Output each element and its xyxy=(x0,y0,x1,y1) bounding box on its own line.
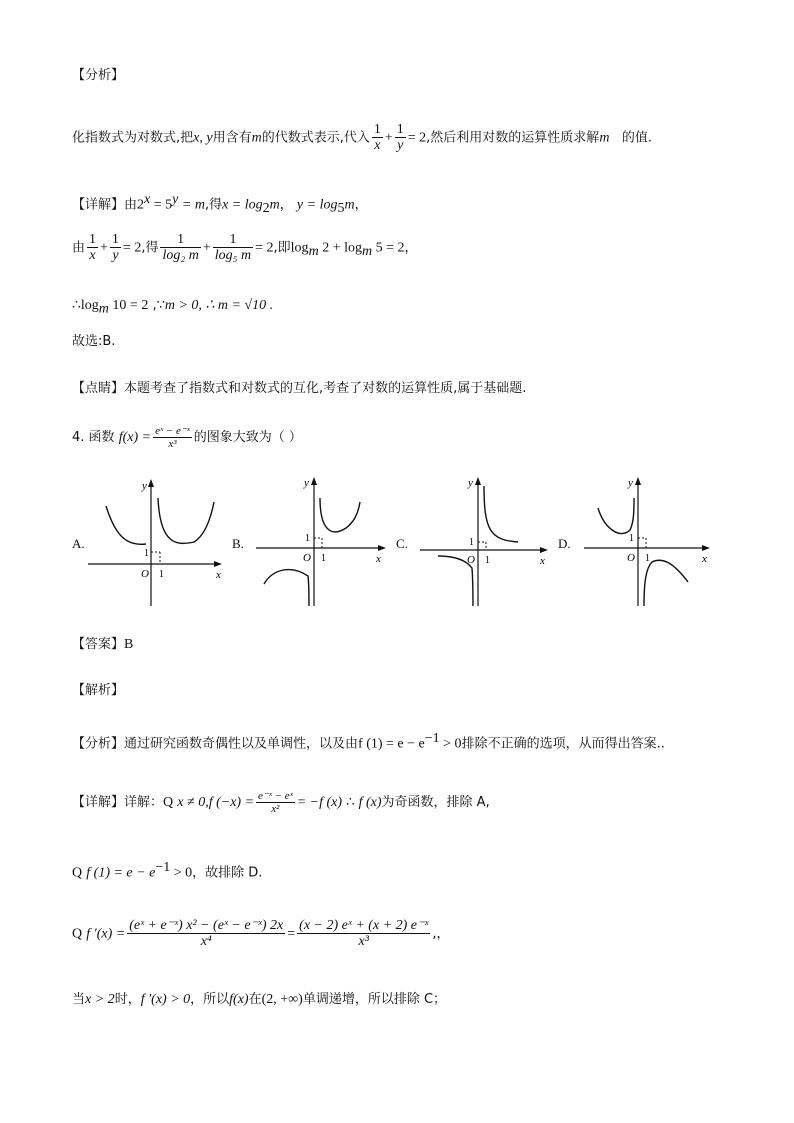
x-axis-arrow xyxy=(540,547,548,553)
x-label: x xyxy=(216,569,221,581)
y-label: y xyxy=(304,477,309,489)
origin-label: O xyxy=(467,554,475,566)
x-label: x xyxy=(540,555,545,567)
fraction-1-over-x: $\frac{1}{x}$ xyxy=(373,122,381,154)
origin-label: O xyxy=(141,568,149,580)
option-c-label: C. xyxy=(396,536,408,551)
y-axis-arrow xyxy=(148,479,154,487)
section-analysis-heading: 【分析】 xyxy=(72,68,125,83)
tick-y-1: 1 xyxy=(629,533,634,544)
comment-line: 【点睛】本题考查了指数式和对数式的互化,考查了对数的运算性质,属于基础题. xyxy=(72,381,527,396)
detail-line-3: $\therefore\log_m$ 10 = 2 ,∵m > 0, ∴ m = √10 . xyxy=(72,298,274,317)
curve-right xyxy=(158,498,214,543)
analysis-text: 化指数式为对数式,把x, y用含有m的代数式表示,代入 $\frac{1}{x}$ + $\frac{1}{y}$ = 2,然后利用对数的运算性质求解m 的值. xyxy=(72,122,652,154)
curve-right xyxy=(484,486,518,542)
tick-x-1: 1 xyxy=(321,553,326,564)
y-axis-arrow xyxy=(635,477,641,485)
detail-2-line-1: 【详解】详解：Q x ≠ 0,f (−x) = $\frac{\text{e⁻ˣ − eˣ}}{\text{x²}}$ = −f (x) ∴ f (x)为奇函数，排除 A, xyxy=(72,790,490,816)
tick-x-1: 1 xyxy=(485,555,490,566)
detail-2-line-4: 当x > 2时，f ′(x) > 0，所以f(x)在(2, +∞)单调递增，所以排除 C； xyxy=(72,992,447,1007)
x-axis-arrow xyxy=(378,545,386,551)
choose-b-text: 故选:B. xyxy=(72,334,116,349)
x-axis-arrow xyxy=(214,561,222,567)
graph-b xyxy=(256,472,392,608)
curve-right xyxy=(644,560,688,606)
x-label: x xyxy=(376,553,381,565)
graph-a xyxy=(88,472,228,608)
option-b-label: B. xyxy=(232,536,244,551)
question-4: 4. 函数 f(x) = $\frac{\text{eˣ − e⁻ˣ}}{\text{x³}}$ 的图象大致为（ ） xyxy=(72,425,302,451)
detail-2-line-3: Q f ′(x) = $\frac{\text{(eˣ + e⁻ˣ) x² − (eˣ − e⁻ˣ) 2x}}{\text{x⁴}}$ = $\frac{\text{(x − 2) eˣ + (x + 2) e⁻ˣ}}{\text{x³}}$ ,， xyxy=(72,918,450,950)
graph-c xyxy=(420,472,556,608)
detail-line-2: 由 $\frac{1}{x}$ + $\frac{1}{y}$ = 2,得 $\frac{1}{\text{log₂ m}}$ + $\frac{1}{\text{log₅ m}}$ = 2,即$\log_m 2 + \log_m 5 = 2$， xyxy=(72,232,418,264)
tick-x-1: 1 xyxy=(159,569,164,580)
curve-left xyxy=(598,498,634,534)
answer-line: 【答案】B xyxy=(72,637,134,652)
detail-2-line-2: Q f $(1) = e - e^{-1} > 0$，故排除 D. xyxy=(72,860,263,881)
tick-y-1: 1 xyxy=(144,548,149,559)
curve-right xyxy=(320,498,360,532)
option-d-label: D. xyxy=(558,536,571,551)
y-label: y xyxy=(628,477,633,489)
curve-left xyxy=(264,570,309,606)
tick-y-1: 1 xyxy=(305,533,310,544)
option-a-label: A. xyxy=(72,536,85,551)
tick-y-1: 1 xyxy=(469,537,474,548)
detail-line-1: 【详解】由$2^x = 5^y = m$,得$x = \log_2m$， $y = \log_5m$， xyxy=(72,192,368,216)
y-label: y xyxy=(468,477,473,489)
analysis-2-line: 【分析】通过研究函数奇偶性以及单调性，以及由f $(1) = e - e^{-1} > 0$排除不正确的选项，从而得出答案.. xyxy=(72,731,665,752)
graph-d xyxy=(584,472,718,608)
y-axis-arrow xyxy=(311,477,317,485)
origin-label: O xyxy=(303,552,311,564)
fraction-1-over-y: $\frac{1}{y}$ xyxy=(396,122,404,154)
y-axis-arrow xyxy=(475,477,481,485)
x-axis-arrow xyxy=(702,545,710,551)
solution-heading: 【解析】 xyxy=(72,683,125,698)
x-label: x xyxy=(702,553,707,565)
curve-left xyxy=(106,506,146,544)
tick-x-1: 1 xyxy=(645,553,650,564)
origin-label: O xyxy=(627,552,635,564)
y-label: y xyxy=(142,480,147,492)
